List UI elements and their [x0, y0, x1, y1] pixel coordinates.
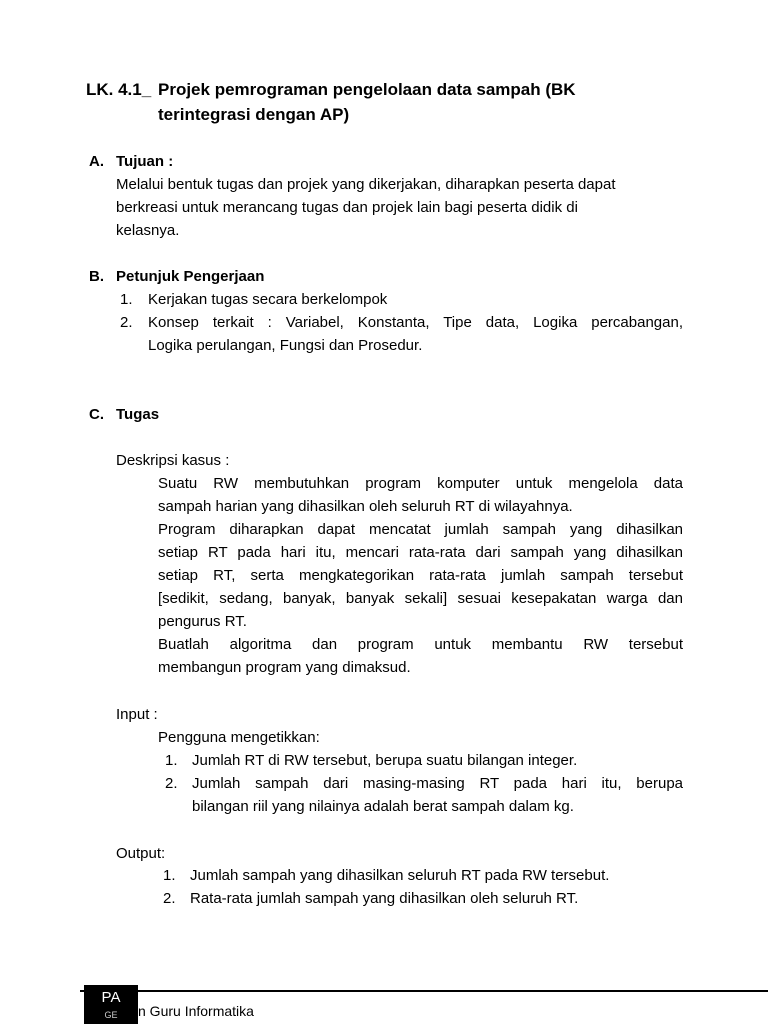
section-a-line-2: berkreasi untuk merancang tugas dan projek lain bagi peserta didik di	[116, 199, 578, 216]
section-b-item-1-num: 1.	[120, 291, 133, 308]
desc-line-7: pengurus RT.	[158, 613, 247, 630]
section-c-marker: C.	[89, 406, 104, 423]
page-badge-line-2: GE	[104, 1010, 118, 1020]
section-c-heading: Tugas	[116, 406, 160, 423]
input-item-2-line-1: Jumlah sampah dari masing-masing RT pada hari itu, berupa	[192, 775, 683, 792]
desc-line-1: Suatu RW membutuhkan program komputer untuk mengelola data	[158, 475, 683, 492]
footer-text: n Guru Informatika	[138, 1003, 254, 1019]
section-b-item-2-num: 2.	[120, 314, 133, 331]
input-item-1-num: 1.	[165, 752, 178, 769]
doc-title-line-1: Projek pemrograman pengelolaan data sampah (BK	[158, 80, 576, 99]
footer-rule	[80, 990, 768, 992]
desc-label: Deskripsi kasus :	[116, 452, 230, 469]
section-b-heading: Petunjuk Pengerjaan	[116, 268, 265, 285]
desc-line-6: [sedikit, sedang, banyak, banyak sekali] sesuai kesepakatan warga dan	[158, 590, 683, 607]
input-intro: Pengguna mengetikkan:	[158, 729, 320, 746]
output-item-2-num: 2.	[163, 890, 176, 907]
desc-line-4: setiap RT pada hari itu, mencari rata-rata dari sampah yang dihasilkan	[158, 544, 683, 561]
section-b-item-2-line-2: Logika perulangan, Fungsi dan Prosedur.	[148, 337, 423, 354]
desc-line-2: sampah harian yang dihasilkan oleh seluruh RT di wilayahnya.	[158, 498, 573, 515]
input-label: Input :	[116, 706, 158, 723]
page-badge-line-1: PA	[101, 989, 121, 1006]
input-item-2-num: 2.	[165, 775, 178, 792]
output-item-1-num: 1.	[163, 867, 176, 884]
desc-line-5: setiap RT, serta mengkategorikan rata-rata jumlah sampah tersebut	[158, 567, 683, 584]
section-b-marker: B.	[89, 268, 104, 285]
output-item-2-text: Rata-rata jumlah sampah yang dihasilkan oleh seluruh RT.	[190, 890, 579, 907]
input-item-1-text: Jumlah RT di RW tersebut, berupa suatu bilangan integer.	[192, 752, 578, 769]
doc-code: LK. 4.1_	[86, 80, 152, 99]
desc-line-3: Program diharapkan dapat mencatat jumlah sampah yang dihasilkan	[158, 521, 683, 538]
output-item-1-text: Jumlah sampah yang dihasilkan seluruh RT pada RW tersebut.	[190, 867, 610, 884]
section-b-item-1-text: Kerjakan tugas secara berkelompok	[148, 291, 388, 308]
input-item-2-line-2: bilangan riil yang nilainya adalah berat sampah dalam kg.	[192, 798, 574, 815]
section-a-marker: A.	[89, 153, 104, 170]
page-badge	[84, 985, 138, 1024]
doc-title-line-2: terintegrasi dengan AP)	[158, 105, 350, 124]
desc-line-8: Buatlah algoritma dan program untuk membantu RW tersebut	[158, 636, 683, 653]
desc-line-9: membangun program yang dimaksud.	[158, 659, 411, 676]
section-a-line-1: Melalui bentuk tugas dan projek yang dikerjakan, diharapkan peserta dapat	[116, 176, 616, 193]
section-a-line-3: kelasnya.	[116, 222, 180, 239]
output-label: Output:	[116, 845, 166, 862]
section-a-heading: Tujuan :	[116, 153, 174, 170]
section-b-item-2-line-1: Konsep terkait : Variabel, Konstanta, Tipe data, Logika percabangan,	[148, 314, 683, 331]
